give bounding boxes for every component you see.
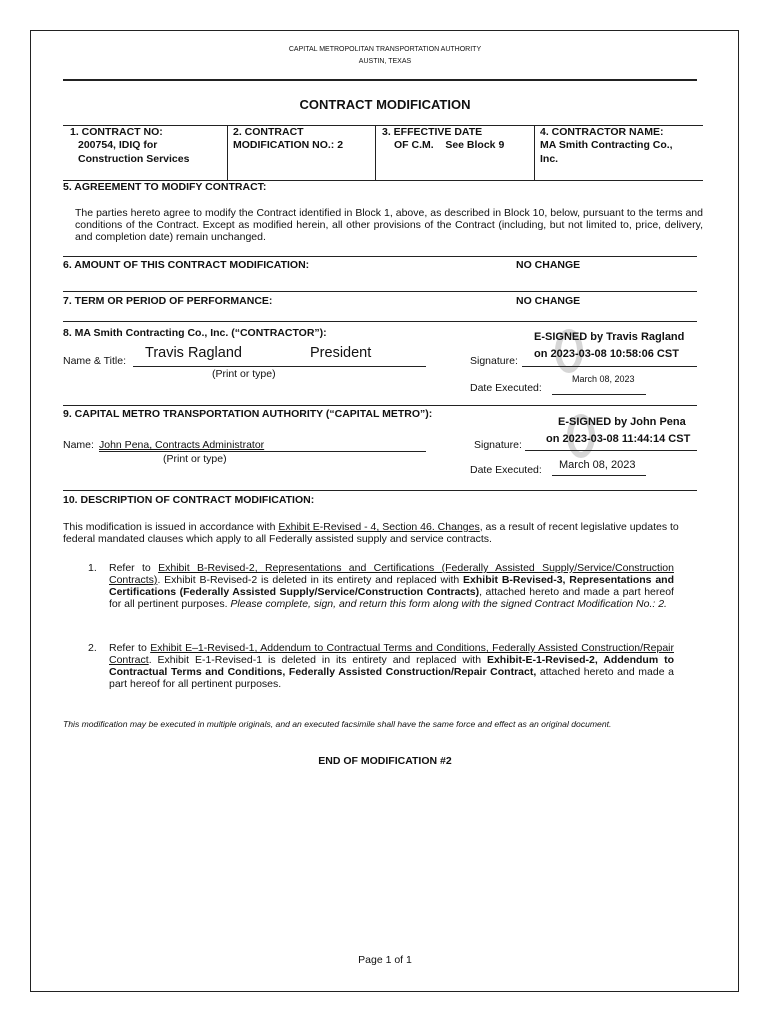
contractor-signature-label: Signature: (470, 355, 518, 367)
date-line (552, 394, 646, 395)
block-divider (375, 125, 376, 180)
contractor-signer-title: President (310, 345, 372, 361)
contractor-date-label: Date Executed: (470, 382, 542, 394)
contractor-date: March 08, 2023 (572, 374, 635, 384)
authority-city: AUSTIN, TEXAS (358, 58, 412, 65)
block2-label: 2. CONTRACT (233, 126, 304, 138)
term-label: 7. TERM OR PERIOD OF PERFORMANCE: (63, 295, 273, 307)
authority-signer-name: John Pena, Contracts Administrator (99, 439, 265, 451)
name-line (133, 366, 426, 367)
authority-heading: 9. CAPITAL METRO TRANSPORTATION AUTHORITY (“CAPITAL METRO”): (63, 408, 433, 420)
authority-esign-line2: on 2023-03-08 11:44:14 CST (546, 433, 691, 445)
print-note: (Print or type) (212, 368, 276, 380)
block1-label: 1. CONTRACT NO: (70, 126, 163, 138)
exhibit-e1-link[interactable]: Exhibit E–1-Revised-1, Addendum to Contractual Terms and Conditions, Federally Assisted Construction/Repair Contract (109, 642, 674, 666)
contractor-heading: 8. MA Smith Contracting Co., Inc. (“CONTRACTOR”): (63, 327, 327, 339)
agreement-text: The parties hereto agree to modify the Contract identified in Block 1, above, as described in Block 10, below, pursuant to the terms and conditions of the Contract. Except as modified herein, all other provisions of the Contract (including, but not limited to, price, delivery, and completion date) remain unchanged. (75, 207, 703, 243)
section-rule (63, 405, 697, 406)
contractor-name: MA Smith Contracting Co., (540, 139, 673, 151)
modification-number: MODIFICATION NO.: 2 (233, 139, 344, 151)
page-title: CONTRACT MODIFICATION (299, 97, 471, 112)
contractor-esign-line2: on 2023-03-08 10:58:06 CST (534, 348, 679, 360)
page-border (30, 30, 739, 992)
item2-number: 2. (88, 642, 97, 654)
term-value: NO CHANGE (516, 295, 581, 307)
amount-label: 6. AMOUNT OF THIS CONTRACT MODIFICATION: (63, 259, 310, 271)
contract-description: Construction Services (78, 153, 190, 165)
date-line (552, 475, 646, 476)
block3-label: 3. EFFECTIVE DATE (382, 126, 483, 138)
description-heading: 10. DESCRIPTION OF CONTRACT MODIFICATION: (63, 494, 315, 506)
item2-text: Refer to Exhibit E–1-Revised-1, Addendum to Contractual Terms and Conditions, Federally Assisted Construction/Repair Contract. Exhibit E-1-Revised-1 is deleted in its entirety and replaced with Exhibit-E-1-Revised-2, Addendum to Contractual Terms and Conditions, Federally Assisted Construction/Repair Contract, attached hereto and made a part hereof for all pertinent purposes. (109, 642, 675, 690)
block4-label: 4. CONTRACTOR NAME: (540, 126, 664, 138)
block-divider (534, 125, 535, 180)
contractor-name-cont: Inc. (540, 153, 559, 165)
authority-name: CAPITAL METROPOLITAN TRANSPORTATION AUTHORITY (288, 46, 482, 53)
facsimile-note: This modification may be executed in multiple originals, and an executed facsimile shall have the same force and effect as an original document. (63, 719, 612, 729)
end-of-modification: END OF MODIFICATION #2 (318, 755, 452, 767)
contractor-signer-name: Travis Ragland (145, 345, 242, 361)
block-divider (227, 125, 228, 180)
item1-number: 1. (88, 562, 97, 574)
contractor-esign-line1: E-SIGNED by Travis Ragland (534, 331, 685, 343)
section-rule (63, 291, 697, 292)
page-number: Page 1 of 1 (358, 954, 412, 966)
authority-date-label: Date Executed: (470, 464, 542, 476)
description-intro: This modification is issued in accordance with Exhibit E-Revised - 4, Section 46. Changes, as a result of recent legislative updates to federal mandated clauses which apply to all Federally assisted supply and service contracts. (63, 521, 679, 545)
authority-signature-label: Signature: (474, 439, 522, 451)
section-rule (63, 256, 697, 257)
authority-esign-line1: E-SIGNED by John Pena (558, 416, 686, 428)
authority-name-label: Name: (63, 439, 94, 451)
effective-date: OF C.M. See Block 9 (394, 139, 505, 151)
signature-line (522, 366, 697, 367)
item1-text: Refer to Exhibit B-Revised-2, Representations and Certifications (Federally Assisted Supply/Service/Construction Contracts). Exhibit B-Revised-2 is deleted in its entirety and replaced with Exhibit B-Revised-3, Representations and Certifications (Federally Assisted Supply/Service/Construction Contracts), attached hereto and made a part hereof for all pertinent purposes. Please complete, sign, and return this form along with the signed Contract Modification No.: 2. (109, 562, 674, 610)
exhibit-b-link[interactable]: Exhibit B-Revised-2, Representations and Certifications (Federally Assisted Supply/Service/Construction Contracts) (109, 562, 674, 586)
agreement-heading: 5. AGREEMENT TO MODIFY CONTRACT: (63, 181, 267, 193)
amount-value: NO CHANGE (516, 259, 581, 271)
signature-line (525, 450, 697, 451)
exhibit-e-link[interactable]: Exhibit E-Revised - 4, Section 46. Changes (278, 521, 480, 533)
contractor-name-label: Name & Title: (63, 355, 127, 367)
section-rule (63, 490, 697, 491)
header-rule (63, 79, 697, 81)
contract-number: 200754, IDIQ for (78, 139, 158, 151)
authority-date: March 08, 2023 (559, 459, 636, 471)
section-rule (63, 321, 697, 322)
name-line (99, 451, 426, 452)
print-note: (Print or type) (163, 453, 227, 465)
